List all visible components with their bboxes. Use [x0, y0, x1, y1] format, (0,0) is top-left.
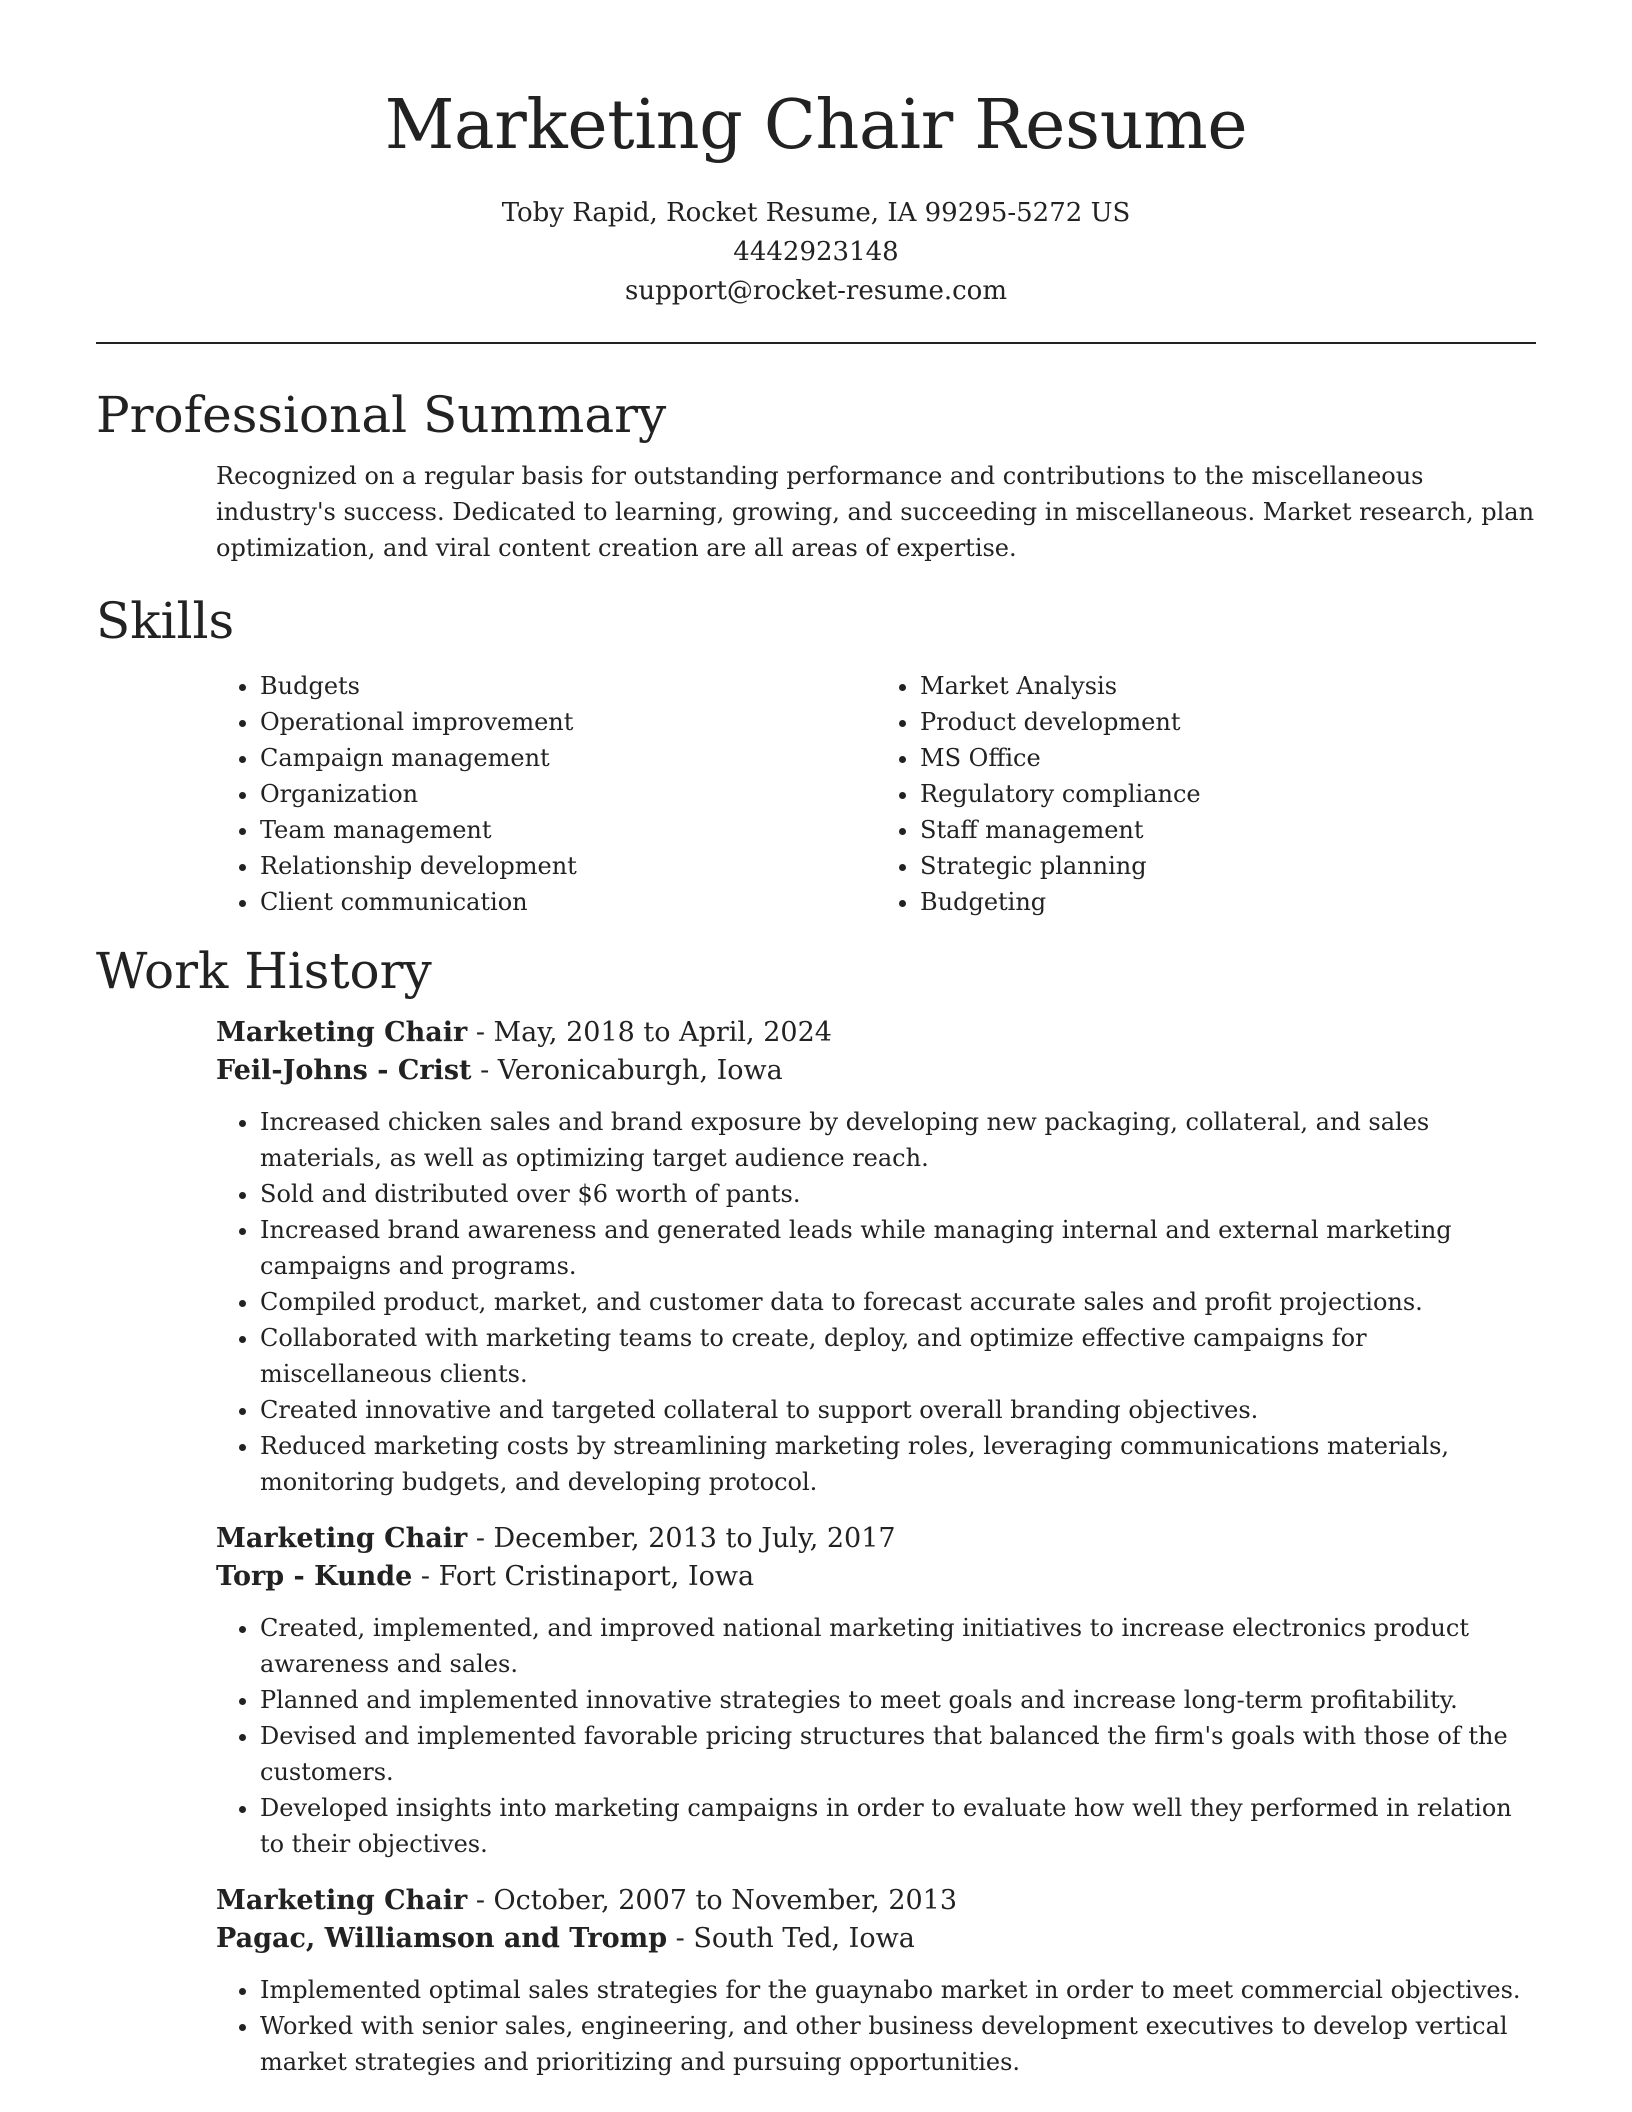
skill-item: • Client communication — [260, 884, 876, 920]
job-title-line — [216, 1882, 1536, 1920]
job-bullet: • Compiled product, market, and customer data to forecast accurate sales and profit projections. — [260, 1284, 1536, 1320]
header-divider — [96, 342, 1536, 344]
skill-item: • Budgets — [260, 668, 876, 704]
job-entry — [216, 1882, 1536, 2080]
job-location: - South Ted, Iowa — [667, 1923, 915, 1954]
skills-left-list — [216, 668, 876, 920]
skill-item: • Organization — [260, 776, 876, 812]
skill-item: • Campaign management — [260, 740, 876, 776]
job-employer-line — [216, 1920, 1536, 1958]
job-bullet: • Developed insights into marketing campaigns in order to evaluate how well they performed in relation to their objectives. — [260, 1790, 1536, 1862]
skill-item: • MS Office — [920, 740, 1536, 776]
skill-item: • Budgeting — [920, 884, 1536, 920]
job-bullets — [216, 1104, 1536, 1500]
job-bullet: • Devised and implemented favorable pricing structures that balanced the firm's goals with those of the customers. — [260, 1718, 1536, 1790]
skill-item: • Product development — [920, 704, 1536, 740]
job-dates: - December, 2013 to July, 2017 — [467, 1523, 896, 1554]
job-bullet: • Created innovative and targeted collateral to support overall branding objectives. — [260, 1392, 1536, 1428]
job-bullets — [216, 1972, 1536, 2080]
skills-heading: Skills — [96, 592, 235, 650]
skill-item: • Team management — [260, 812, 876, 848]
summary-heading: Professional Summary — [96, 386, 667, 444]
page-title: Marketing Chair Resume — [384, 86, 1248, 165]
job-employer-line — [216, 1052, 1536, 1090]
job-bullet: • Sold and distributed over $6 worth of pants. — [260, 1176, 1536, 1212]
job-bullet: • Reduced marketing costs by streamlining marketing roles, leveraging communications materials, monitoring budgets, and developing protocol. — [260, 1428, 1536, 1500]
contact-phone: 4442923148 — [733, 237, 899, 267]
contact-address: Toby Rapid, Rocket Resume, IA 99295-5272 US — [501, 198, 1131, 228]
skill-item: • Market Analysis — [920, 668, 1536, 704]
skill-item: • Operational improvement — [260, 704, 876, 740]
job-bullet: • Collaborated with marketing teams to create, deploy, and optimize effective campaigns for miscellaneous clients. — [260, 1320, 1536, 1392]
skill-item: • Strategic planning — [920, 848, 1536, 884]
job-role: Marketing Chair — [216, 1885, 468, 1916]
summary-section — [96, 380, 1536, 566]
job-employer-line — [216, 1558, 1536, 1596]
skills-columns — [216, 668, 1536, 920]
skill-item: • Relationship development — [260, 848, 876, 884]
job-location: - Fort Cristinaport, Iowa — [412, 1561, 755, 1592]
resume-header — [0, 0, 1632, 311]
job-dates: - October, 2007 to November, 2013 — [467, 1885, 958, 1916]
job-bullet: • Increased brand awareness and generated leads while managing internal and external marketing campaigns and programs. — [260, 1212, 1536, 1284]
job-bullet: • Created, implemented, and improved national marketing initiatives to increase electronics product awareness and sales. — [260, 1610, 1536, 1682]
job-employer: Torp - Kunde — [216, 1561, 413, 1592]
contact-email: support@rocket-resume.com — [624, 276, 1007, 306]
job-bullet: • Planned and implemented innovative strategies to meet goals and increase long-term profitability. — [260, 1682, 1536, 1718]
skill-item: • Regulatory compliance — [920, 776, 1536, 812]
job-entry — [216, 1014, 1536, 1500]
job-role: Marketing Chair — [216, 1017, 468, 1048]
job-entry — [216, 1520, 1536, 1862]
summary-text: Recognized on a regular basis for outstanding performance and contributions to the miscellaneous industry's success. Dedicated to learning, growing, and succeeding in miscellaneous. Market research, plan optimization, and viral content creation are all areas of expertise. — [216, 462, 1535, 562]
job-employer: Pagac, Williamson and Tromp — [216, 1923, 668, 1954]
contact-block — [0, 194, 1632, 311]
job-bullet: • Worked with senior sales, engineering, and other business development executives to develop vertical market strategies and prioritizing and pursuing opportunities. — [260, 2008, 1536, 2080]
job-bullets — [216, 1610, 1536, 1862]
job-location: - Veronicaburgh, Iowa — [471, 1055, 783, 1086]
job-employer: Feil-Johns - Crist — [216, 1055, 472, 1086]
job-title-line — [216, 1014, 1536, 1052]
job-role: Marketing Chair — [216, 1523, 468, 1554]
work-history-heading: Work History — [96, 942, 432, 1000]
job-title-line — [216, 1520, 1536, 1558]
job-bullet: • Implemented optimal sales strategies for the guaynabo market in order to meet commercial objectives. — [260, 1972, 1536, 2008]
work-history-section — [96, 936, 1536, 2080]
skill-item: • Staff management — [920, 812, 1536, 848]
skills-section — [96, 586, 1536, 920]
skills-right-list — [876, 668, 1536, 920]
job-bullet: • Increased chicken sales and brand exposure by developing new packaging, collateral, and sales materials, as well as optimizing target audience reach. — [260, 1104, 1536, 1176]
resume-sections — [96, 380, 1536, 2094]
job-dates: - May, 2018 to April, 2024 — [467, 1017, 832, 1048]
